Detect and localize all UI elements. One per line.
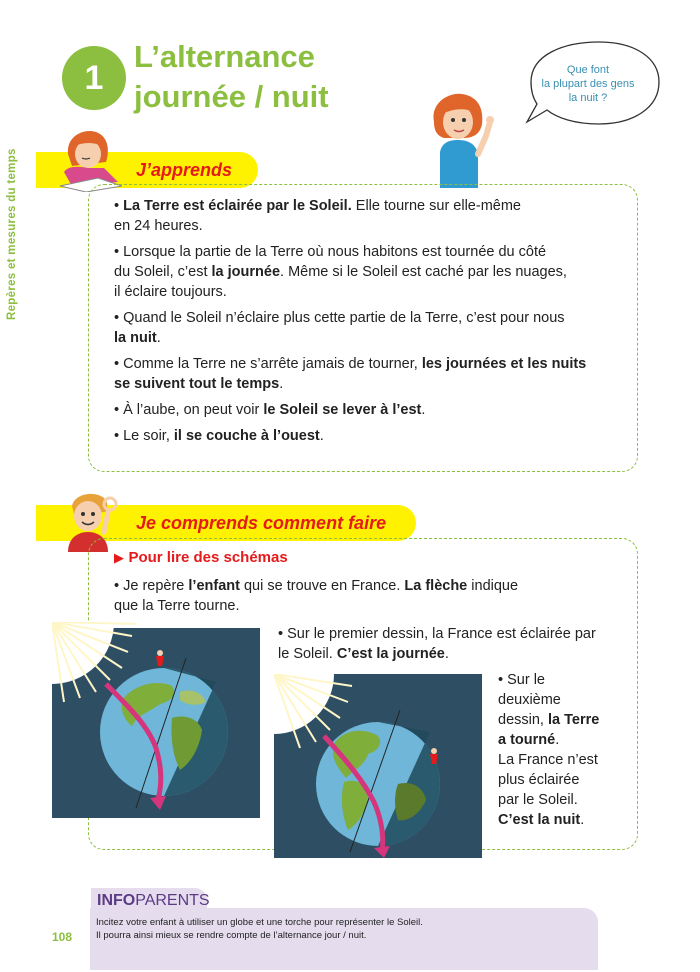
text: il éclaire toujours. xyxy=(114,284,227,300)
info-line: Il pourra ainsi mieux se rendre compte de l’alternance jour / nuit. xyxy=(96,930,367,941)
comprends-heading: Je comprends comment faire xyxy=(136,513,387,533)
text: . xyxy=(319,428,324,444)
info-line: Incitez votre enfant à utiliser un globe et une torche pour représenter le Soleil. xyxy=(96,917,423,928)
text: . xyxy=(156,330,161,346)
comprends-paragraph-2: • Sur le premier dessin, la France est éclairée par le Soleil. C’est la journée. xyxy=(278,626,596,662)
japprends-paragraph-3: • Quand le Soleil n’éclaire plus cette partie de la Terre, c’est pour nous la nuit. xyxy=(114,310,565,346)
emphasis: la Terre xyxy=(547,712,600,728)
text: plus éclairée xyxy=(498,772,580,788)
japprends-paragraph-4: • Comme la Terre ne s’arrête jamais de tourner, les journées et les nuits se suivent tout le temps. xyxy=(114,356,587,392)
info-title-b: PARENTS xyxy=(135,892,210,909)
text: par le Soleil. xyxy=(498,792,578,808)
text: La France n’est xyxy=(498,752,598,768)
text: À l’aube, on peut voir xyxy=(123,402,264,418)
earth-night-diagram xyxy=(274,674,482,858)
japprends-paragraph-2: • Lorsque la partie de la Terre où nous habitons est tournée du côté du Soleil, c’est la journée. Même si le Soleil est caché par les nuages, il éclaire toujours. xyxy=(114,244,567,300)
bubble-line: la nuit ? xyxy=(568,92,608,104)
text: deuxième xyxy=(498,692,561,708)
girl-thinking-illustration xyxy=(420,92,510,188)
emphasis: la journée xyxy=(211,264,281,280)
text: du Soleil, c’est xyxy=(114,264,212,280)
emphasis: se suivent tout le temps xyxy=(114,376,280,392)
lesson-title-line2: journée / nuit xyxy=(134,79,329,114)
text: Lorsque la partie de la Terre où nous habitons est tournée du côté xyxy=(123,244,547,260)
emphasis: il se couche à l’ouest xyxy=(173,428,320,444)
info-title-a: INFO xyxy=(97,892,136,909)
text: Quand le Soleil n’éclaire plus cette partie de la Terre, c’est pour nous xyxy=(123,310,565,326)
side-section-label: Repères et mesures du temps xyxy=(6,148,18,320)
text: . xyxy=(421,402,426,418)
emphasis: La flèche xyxy=(404,578,468,594)
lesson-number: 1 xyxy=(84,58,104,97)
emphasis: C’est la journée xyxy=(336,646,445,662)
japprends-paragraph-5: • À l’aube, on peut voir le Soleil se lever à l’est. xyxy=(114,402,426,418)
text: . Même si le Soleil est caché par les nuages, xyxy=(280,264,567,280)
earth-day-diagram xyxy=(52,622,260,818)
comprends-paragraph-3: • Sur le deuxième dessin, la Terre a tourné. La France n’est plus éclairée par le Soleil. C’est la nuit. xyxy=(498,672,600,828)
bubble-line: la plupart des gens xyxy=(541,78,635,90)
japprends-heading: J’apprends xyxy=(136,160,233,180)
text: . xyxy=(555,732,560,748)
emphasis: le Soleil se lever à l’est xyxy=(263,402,422,418)
text: indique xyxy=(467,578,519,594)
text: le Soleil. xyxy=(278,646,337,662)
text: Sur le xyxy=(507,672,545,688)
text: . xyxy=(444,646,449,662)
speech-bubble-text xyxy=(523,63,653,105)
text: Elle tourne sur elle-même xyxy=(351,198,521,214)
lesson-title-line1: L’alternance xyxy=(134,39,315,74)
text: . xyxy=(279,376,284,392)
text: Je repère xyxy=(123,578,189,594)
text: qui se trouve en France. xyxy=(239,578,405,594)
emphasis: la nuit xyxy=(114,330,157,346)
text: . xyxy=(580,812,585,828)
lesson-title xyxy=(134,37,329,117)
lesson-number-badge xyxy=(62,46,126,110)
info-parents-title xyxy=(91,888,210,914)
page-number: 108 xyxy=(52,930,73,944)
earth-globe-icon xyxy=(316,722,440,846)
emphasis: a tourné xyxy=(498,732,556,748)
text: en 24 heures. xyxy=(114,218,203,234)
emphasis: C’est la nuit xyxy=(498,812,581,828)
bubble-line: Que font xyxy=(566,64,610,76)
play-arrow-icon: ▶ xyxy=(114,550,124,565)
emphasis: les journées et les nuits xyxy=(421,356,587,372)
japprends-content xyxy=(114,196,624,446)
japprends-paragraph-1: • La Terre est éclairée par le Soleil. Elle tourne sur elle-même en 24 heures. xyxy=(114,198,521,234)
emphasis: l’enfant xyxy=(188,578,240,594)
schema-subtitle xyxy=(114,549,288,567)
japprends-paragraph-6: • Le soir, il se couche à l’ouest. xyxy=(114,428,324,444)
text: que la Terre tourne. xyxy=(114,598,240,614)
comprends-paragraph-1: • Je repère l’enfant qui se trouve en France. La flèche indique que la Terre tourne. xyxy=(114,578,519,614)
reading-girl-illustration xyxy=(58,128,122,192)
emphasis: La Terre est éclairée par le Soleil. xyxy=(123,198,352,214)
subtitle-text: Pour lire des schémas xyxy=(128,549,288,566)
text: Comme la Terre ne s’arrête jamais de tourner, xyxy=(123,356,422,372)
text: Le soir, xyxy=(123,428,174,444)
text: Sur le premier dessin, la France est éclairée par xyxy=(287,626,596,642)
text: dessin, xyxy=(498,712,548,728)
earth-globe-icon xyxy=(100,668,228,796)
info-parents-text xyxy=(96,916,423,942)
